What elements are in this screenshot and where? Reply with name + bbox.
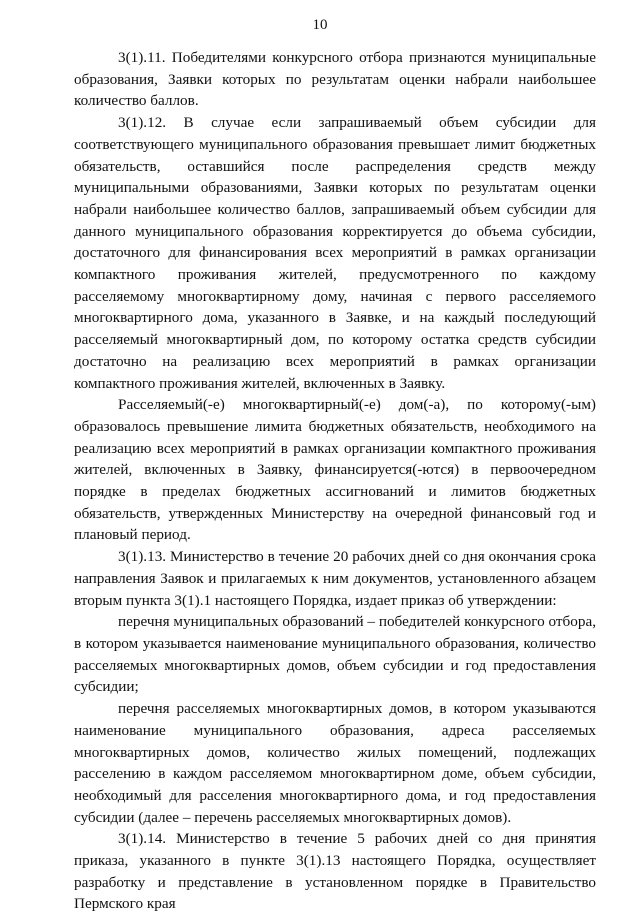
paragraph-3-1-13: 3(1).13. Министерство в течение 20 рабочих дней со дня окончания срока направления Заявок и прилагаемых к ним документов, установленного абзацем вторым пункта 3(1).1 настоящего Порядка, издает приказ об утверждении: (74, 548, 596, 609)
paragraph-excess-limit: Расселяемый(-е) многоквартирный(-е) дом(-а), по которому(-ым) образовалось превышение лимита бюджетных обязательств, необходимого на реализацию всех мероприятий в рамках организации компактного проживания жителей, включенных в Заявку, финансируется(-ются) в первоочередном порядке в пределах бюджетных ассигнований и лимитов бюджетных обязательств, утвержденных Министерству на очередной финансовый год и плановый период. (74, 396, 596, 544)
paragraph-winners-list: перечня муниципальных образований – победителей конкурсного отбора, в котором указывается наименование муниципального образования, количество расселяемых многоквартирных домов, объем субсидии и год предоставления субсидии; (74, 613, 596, 696)
page-number: 10 (312, 17, 328, 33)
paragraph-3-1-14: 3(1).14. Министерство в течение 5 рабочих дней со дня принятия приказа, указанного в пункте 3(1).13 настоящего Порядка, осуществляет разработку и представление в установленном порядке в Правительство Пермского края (74, 830, 596, 913)
paragraph-houses-list: перечня расселяемых многоквартирных домов, в котором указываются наименование муниципального образования, адреса расселяемых многоквартирных домов, количество жилых помещений, подлежащих расселению в каждом расселяемом многоквартирном доме, объем субсидии, необходимый для расселения многоквартирного дома, и год предоставления субсидии (далее – перечень расселяемых многоквартирных домов). (74, 700, 596, 826)
paragraph-3-1-12: 3(1).12. В случае если запрашиваемый объем субсидии для соответствующего муниципального образования превышает лимит бюджетных обязательств, оставшийся после распределения средств между муниципальными образованиями, Заявки которых по результатам оценки набрали наибольшее количество баллов, запрашиваемый объем субсидии для данного муниципального образования корректируется до объема субсидии, достаточного для финансирования всех мероприятий в рамках организации компактного проживания жителей, предусмотренного по каждому расселяемому многоквартирному дому, начиная с первого расселяемого многоквартирного дома, указанного в Заявке, и на каждый последующий расселяемый многоквартирный дом, по которому остатка средств субсидии достаточно на реализацию всех мероприятий в рамках организации компактного проживания жителей, включенных в Заявку. (74, 114, 596, 392)
paragraph-3-1-11: 3(1).11. Победителями конкурсного отбора признаются муниципальные образования, Заявки которых по результатам оценки набрали наибольшее количество баллов. (74, 49, 596, 110)
document-body (74, 47, 596, 915)
